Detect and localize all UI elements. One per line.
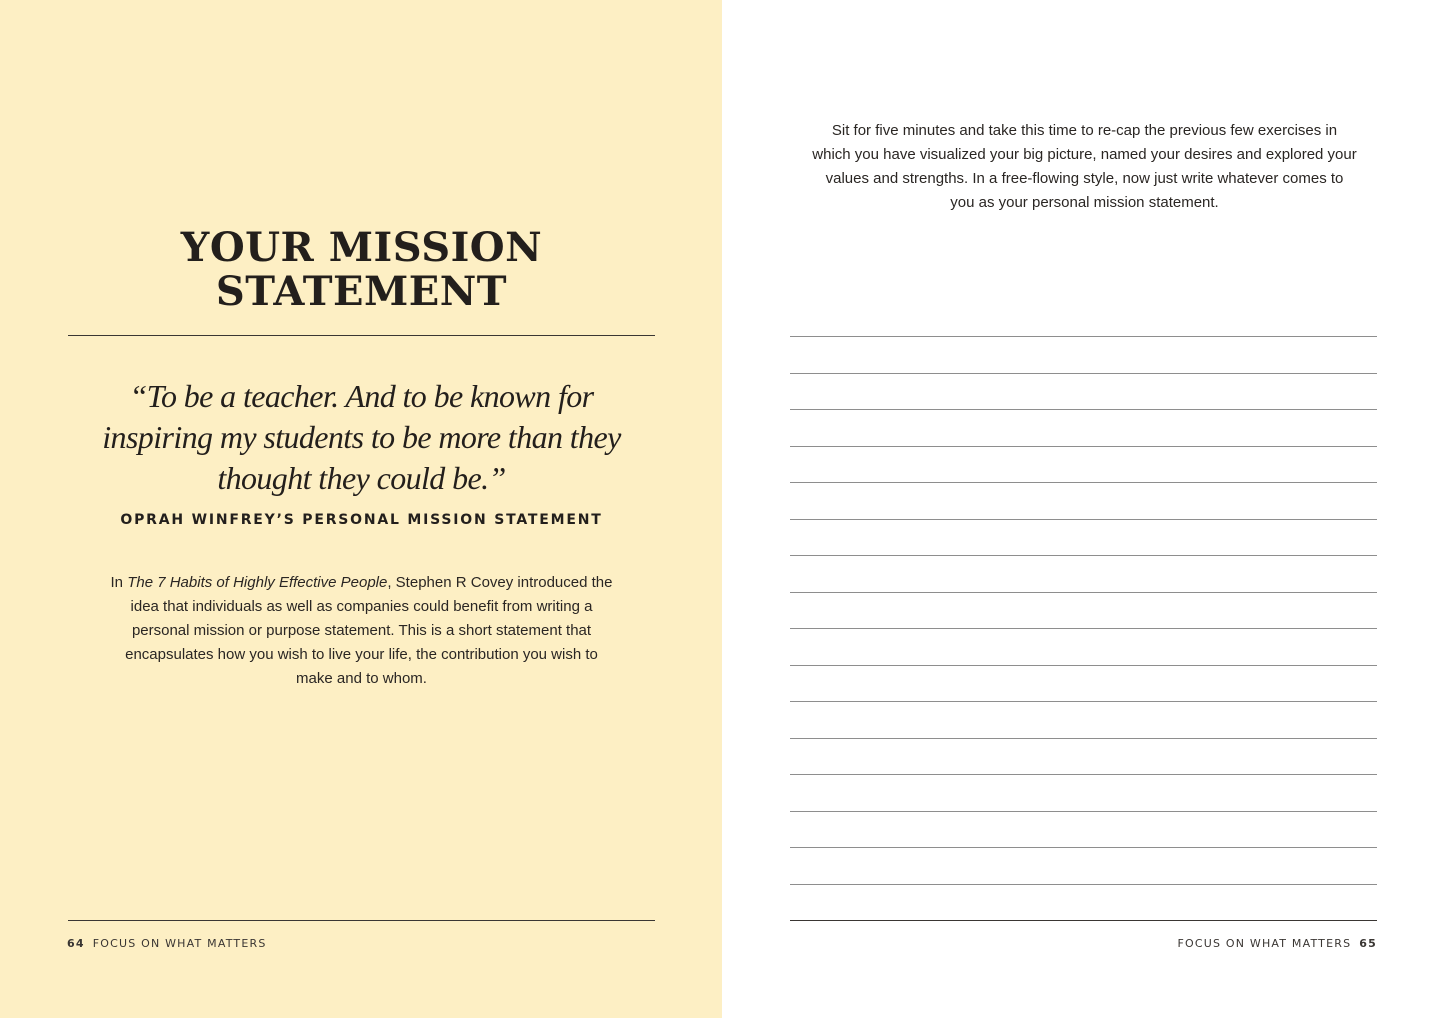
footer-left (67, 937, 267, 950)
quote-attribution: OPRAH WINFREY’S PERSONAL MISSION STATEMENT (120, 512, 603, 528)
footer-divider-left (68, 920, 655, 921)
writing-line[interactable] (790, 628, 1377, 629)
writing-line[interactable] (790, 774, 1377, 775)
writing-line[interactable] (790, 446, 1377, 447)
pull-quote: “To be a teacher. And to be known for inspiring my students to be more than they thought they could be.” (102, 378, 621, 496)
body-paragraph (108, 571, 615, 691)
page-number-left: 64 (67, 937, 85, 950)
book-title: The 7 Habits of Highly Effective People (127, 574, 388, 591)
writing-line[interactable] (790, 884, 1377, 885)
writing-line[interactable] (790, 701, 1377, 702)
writing-line[interactable] (790, 409, 1377, 410)
writing-line[interactable] (790, 336, 1377, 337)
writing-line[interactable] (790, 920, 1377, 921)
writing-line[interactable] (790, 847, 1377, 848)
title-line-2: STATEMENT (215, 268, 508, 315)
title-line-1: YOUR MISSION (180, 224, 543, 271)
running-title-right: FOCUS ON WHAT MATTERS (1177, 937, 1352, 950)
footer-right (1177, 937, 1377, 950)
writing-line[interactable] (790, 482, 1377, 483)
running-title-left: FOCUS ON WHAT MATTERS (92, 937, 267, 950)
writing-line[interactable] (790, 811, 1377, 812)
writing-line[interactable] (790, 519, 1377, 520)
page-number-right: 65 (1359, 937, 1377, 950)
writing-line[interactable] (790, 373, 1377, 374)
body-suffix: , Stephen R Covey introduced the idea that individuals as well as companies could benefit from writing a personal mission or purpose statement. This is a short statement that encapsulates how you wish to live your life, the contribution you wish to make and to whom. (125, 574, 613, 687)
writing-line[interactable] (790, 738, 1377, 739)
writing-line[interactable] (790, 592, 1377, 593)
page-title (68, 226, 655, 314)
exercise-instructions: Sit for five minutes and take this time to re-cap the previous few exercises in which you have visualized your big picture, named your desires and explored your values and strengths. In a free-flowing style, now just write whatever comes to you as your personal mission statement. (812, 122, 1357, 211)
body-prefix: In (110, 574, 128, 591)
title-divider (68, 335, 655, 336)
writing-line[interactable] (790, 665, 1377, 666)
writing-line[interactable] (790, 555, 1377, 556)
left-page (0, 0, 722, 1018)
